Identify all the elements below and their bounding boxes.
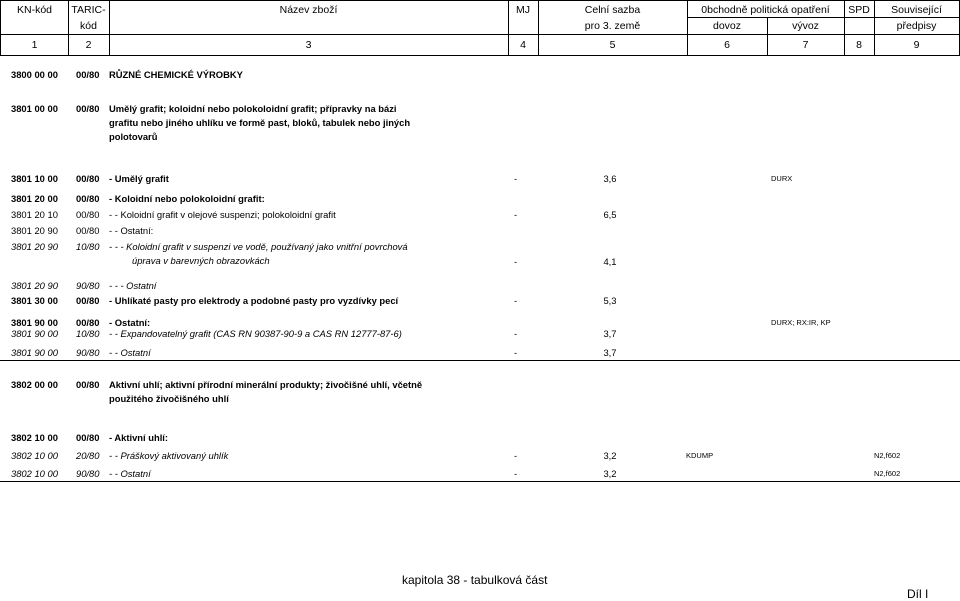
description-line: - Koloidní nebo polokoloidní grafit: — [109, 193, 265, 204]
kn-code: 3801 20 10 — [11, 209, 58, 220]
unit: - — [514, 209, 518, 220]
goods-description — [109, 329, 509, 343]
column-number: 5 — [609, 39, 616, 51]
column-number: 3 — [305, 39, 312, 51]
taric-code: 90/80 — [76, 468, 100, 479]
section-divider — [0, 360, 960, 361]
taric-code: 00/80 — [76, 317, 100, 328]
goods-description — [109, 296, 509, 310]
duty-rate: 3,7 — [603, 328, 617, 339]
column-number: 6 — [724, 39, 730, 51]
export-measure: DURX — [771, 174, 793, 183]
export-measure: DURX; RX:IR, KP — [771, 318, 831, 327]
unit: - — [514, 328, 518, 339]
taric-code: 00/80 — [76, 173, 100, 184]
taric-code: 90/80 — [76, 347, 100, 358]
kn-code: 3801 20 00 — [11, 193, 58, 204]
duty-rate: 4,1 — [603, 255, 617, 267]
description-line: úprava v barevných obrazovkách — [132, 254, 270, 266]
duty-rate: 6,5 — [603, 209, 617, 220]
description-line: grafitu nebo jiného uhlíku ve formě past, bloků, tabulek nebo jiných — [109, 116, 411, 128]
description-line: použitého živočišného uhlí — [109, 392, 229, 404]
duty-rate: 3,7 — [603, 347, 617, 358]
import-measure: KDUMP — [686, 451, 714, 460]
header-unit: MJ — [516, 4, 530, 16]
description-line: Umělý grafit; koloidní nebo polokoloidní grafit; přípravky na bázi — [109, 103, 397, 114]
goods-description — [109, 242, 509, 270]
goods-description — [109, 210, 509, 224]
column-number: 2 — [85, 39, 92, 51]
table-bottom-rule — [0, 481, 960, 482]
goods-description — [109, 433, 509, 447]
column-number: 1 — [31, 39, 38, 51]
taric-code: 00/80 — [76, 193, 100, 204]
goods-description — [109, 451, 509, 465]
taric-code: 00/80 — [76, 225, 100, 236]
goods-description — [109, 226, 509, 240]
related-regulation: N2,f602 — [874, 451, 901, 460]
description-line: - - Práškový aktivovaný uhlík — [109, 450, 229, 461]
column-number: 4 — [520, 39, 526, 51]
column-number: 9 — [913, 39, 920, 51]
description-line: - Umělý grafit — [109, 173, 169, 184]
kn-code: 3801 90 00 — [11, 317, 58, 328]
taric-code: 00/80 — [76, 295, 100, 306]
unit: - — [514, 173, 518, 184]
description-line: - - Ostatní — [109, 468, 151, 479]
duty-rate: 5,3 — [603, 295, 617, 306]
column-number: 8 — [856, 39, 862, 51]
description-line: - Uhlíkaté pasty pro elektrody a podobné pasty pro vyzdívky pecí — [109, 295, 399, 306]
unit: - — [514, 347, 518, 358]
page-footer: kapitola 38 - tabulková část — [402, 573, 548, 587]
header-kn-code: KN-kód — [16, 4, 52, 16]
unit: - — [514, 450, 518, 461]
goods-description — [109, 104, 509, 146]
taric-code: 90/80 — [76, 280, 100, 291]
kn-code: 3802 10 00 — [11, 432, 58, 443]
unit: - — [514, 468, 518, 479]
description-line: - - Koloidní grafit v olejové suspenzi; polokoloidní grafit — [109, 209, 336, 220]
duty-rate: 3,2 — [603, 450, 617, 461]
header-import: dovoz — [712, 20, 742, 32]
kn-code: 3801 20 90 — [11, 241, 58, 252]
header-export: vývoz — [792, 20, 819, 32]
goods-description — [109, 70, 509, 84]
column-numbers — [0, 34, 960, 56]
header-spd: SPD — [848, 4, 870, 16]
kn-code: 3801 90 00 — [11, 347, 58, 358]
kn-code: 3801 10 00 — [11, 173, 58, 184]
header-duty-rate: Celní sazba pro 3. země — [584, 4, 641, 32]
goods-description — [109, 194, 509, 208]
taric-code: 20/80 — [76, 450, 100, 461]
header-trade-measures: 0bchodně politická opatření — [701, 4, 830, 16]
description-line: - Aktivní uhlí: — [109, 432, 169, 443]
description-line: - - Expandovatelný grafit (CAS RN 90387-90-9 a CAS RN 12777-87-6) — [109, 328, 402, 339]
kn-code: 3802 00 00 — [11, 379, 58, 390]
kn-code: 3800 00 00 — [11, 69, 58, 80]
goods-description — [109, 281, 509, 295]
taric-code: 10/80 — [76, 241, 100, 252]
description-line: - - - Ostatní — [109, 280, 157, 291]
kn-code: 3801 20 90 — [11, 225, 58, 236]
header-goods-name: Název zboží — [279, 4, 338, 16]
taric-code: 00/80 — [76, 209, 100, 220]
description-line: - - Ostatní — [109, 347, 151, 358]
goods-description — [109, 380, 509, 408]
header-related-regulations: Související předpisy — [891, 4, 942, 32]
kn-code: 3802 10 00 — [11, 468, 58, 479]
header-taric-code: TARIC- kód — [71, 4, 106, 32]
description-line: RŮZNÉ CHEMICKÉ VÝROBKY — [109, 69, 243, 80]
taric-code: 00/80 — [76, 432, 100, 443]
table-header — [0, 0, 960, 35]
unit: - — [514, 295, 518, 306]
page-part-label: Díl I — [907, 587, 929, 601]
description-line: - Ostatní: — [109, 317, 151, 328]
goods-description — [109, 174, 509, 188]
taric-code: 00/80 — [76, 69, 100, 80]
taric-code: 00/80 — [76, 103, 100, 114]
column-number: 7 — [802, 39, 809, 51]
related-regulation: N2,f602 — [874, 469, 901, 478]
kn-code: 3802 10 00 — [11, 450, 58, 461]
unit: - — [514, 255, 518, 267]
kn-code: 3801 90 00 — [11, 328, 58, 339]
description-line: - - Ostatní: — [109, 225, 154, 236]
description-line: polotovarů — [109, 130, 158, 142]
description-line: Aktivní uhlí; aktivní přírodní minerální produkty; živočišné uhlí, včetně — [109, 379, 423, 390]
duty-rate: 3,6 — [603, 173, 617, 184]
kn-code: 3801 30 00 — [11, 295, 58, 306]
kn-code: 3801 00 00 — [11, 103, 58, 114]
taric-code: 00/80 — [76, 379, 100, 390]
kn-code: 3801 20 90 — [11, 280, 58, 291]
duty-rate: 3,2 — [603, 468, 617, 479]
description-line: - - - Koloidní grafit v suspenzi ve vodě, používaný jako vnitřní povrchová — [109, 241, 408, 252]
taric-code: 10/80 — [76, 328, 100, 339]
